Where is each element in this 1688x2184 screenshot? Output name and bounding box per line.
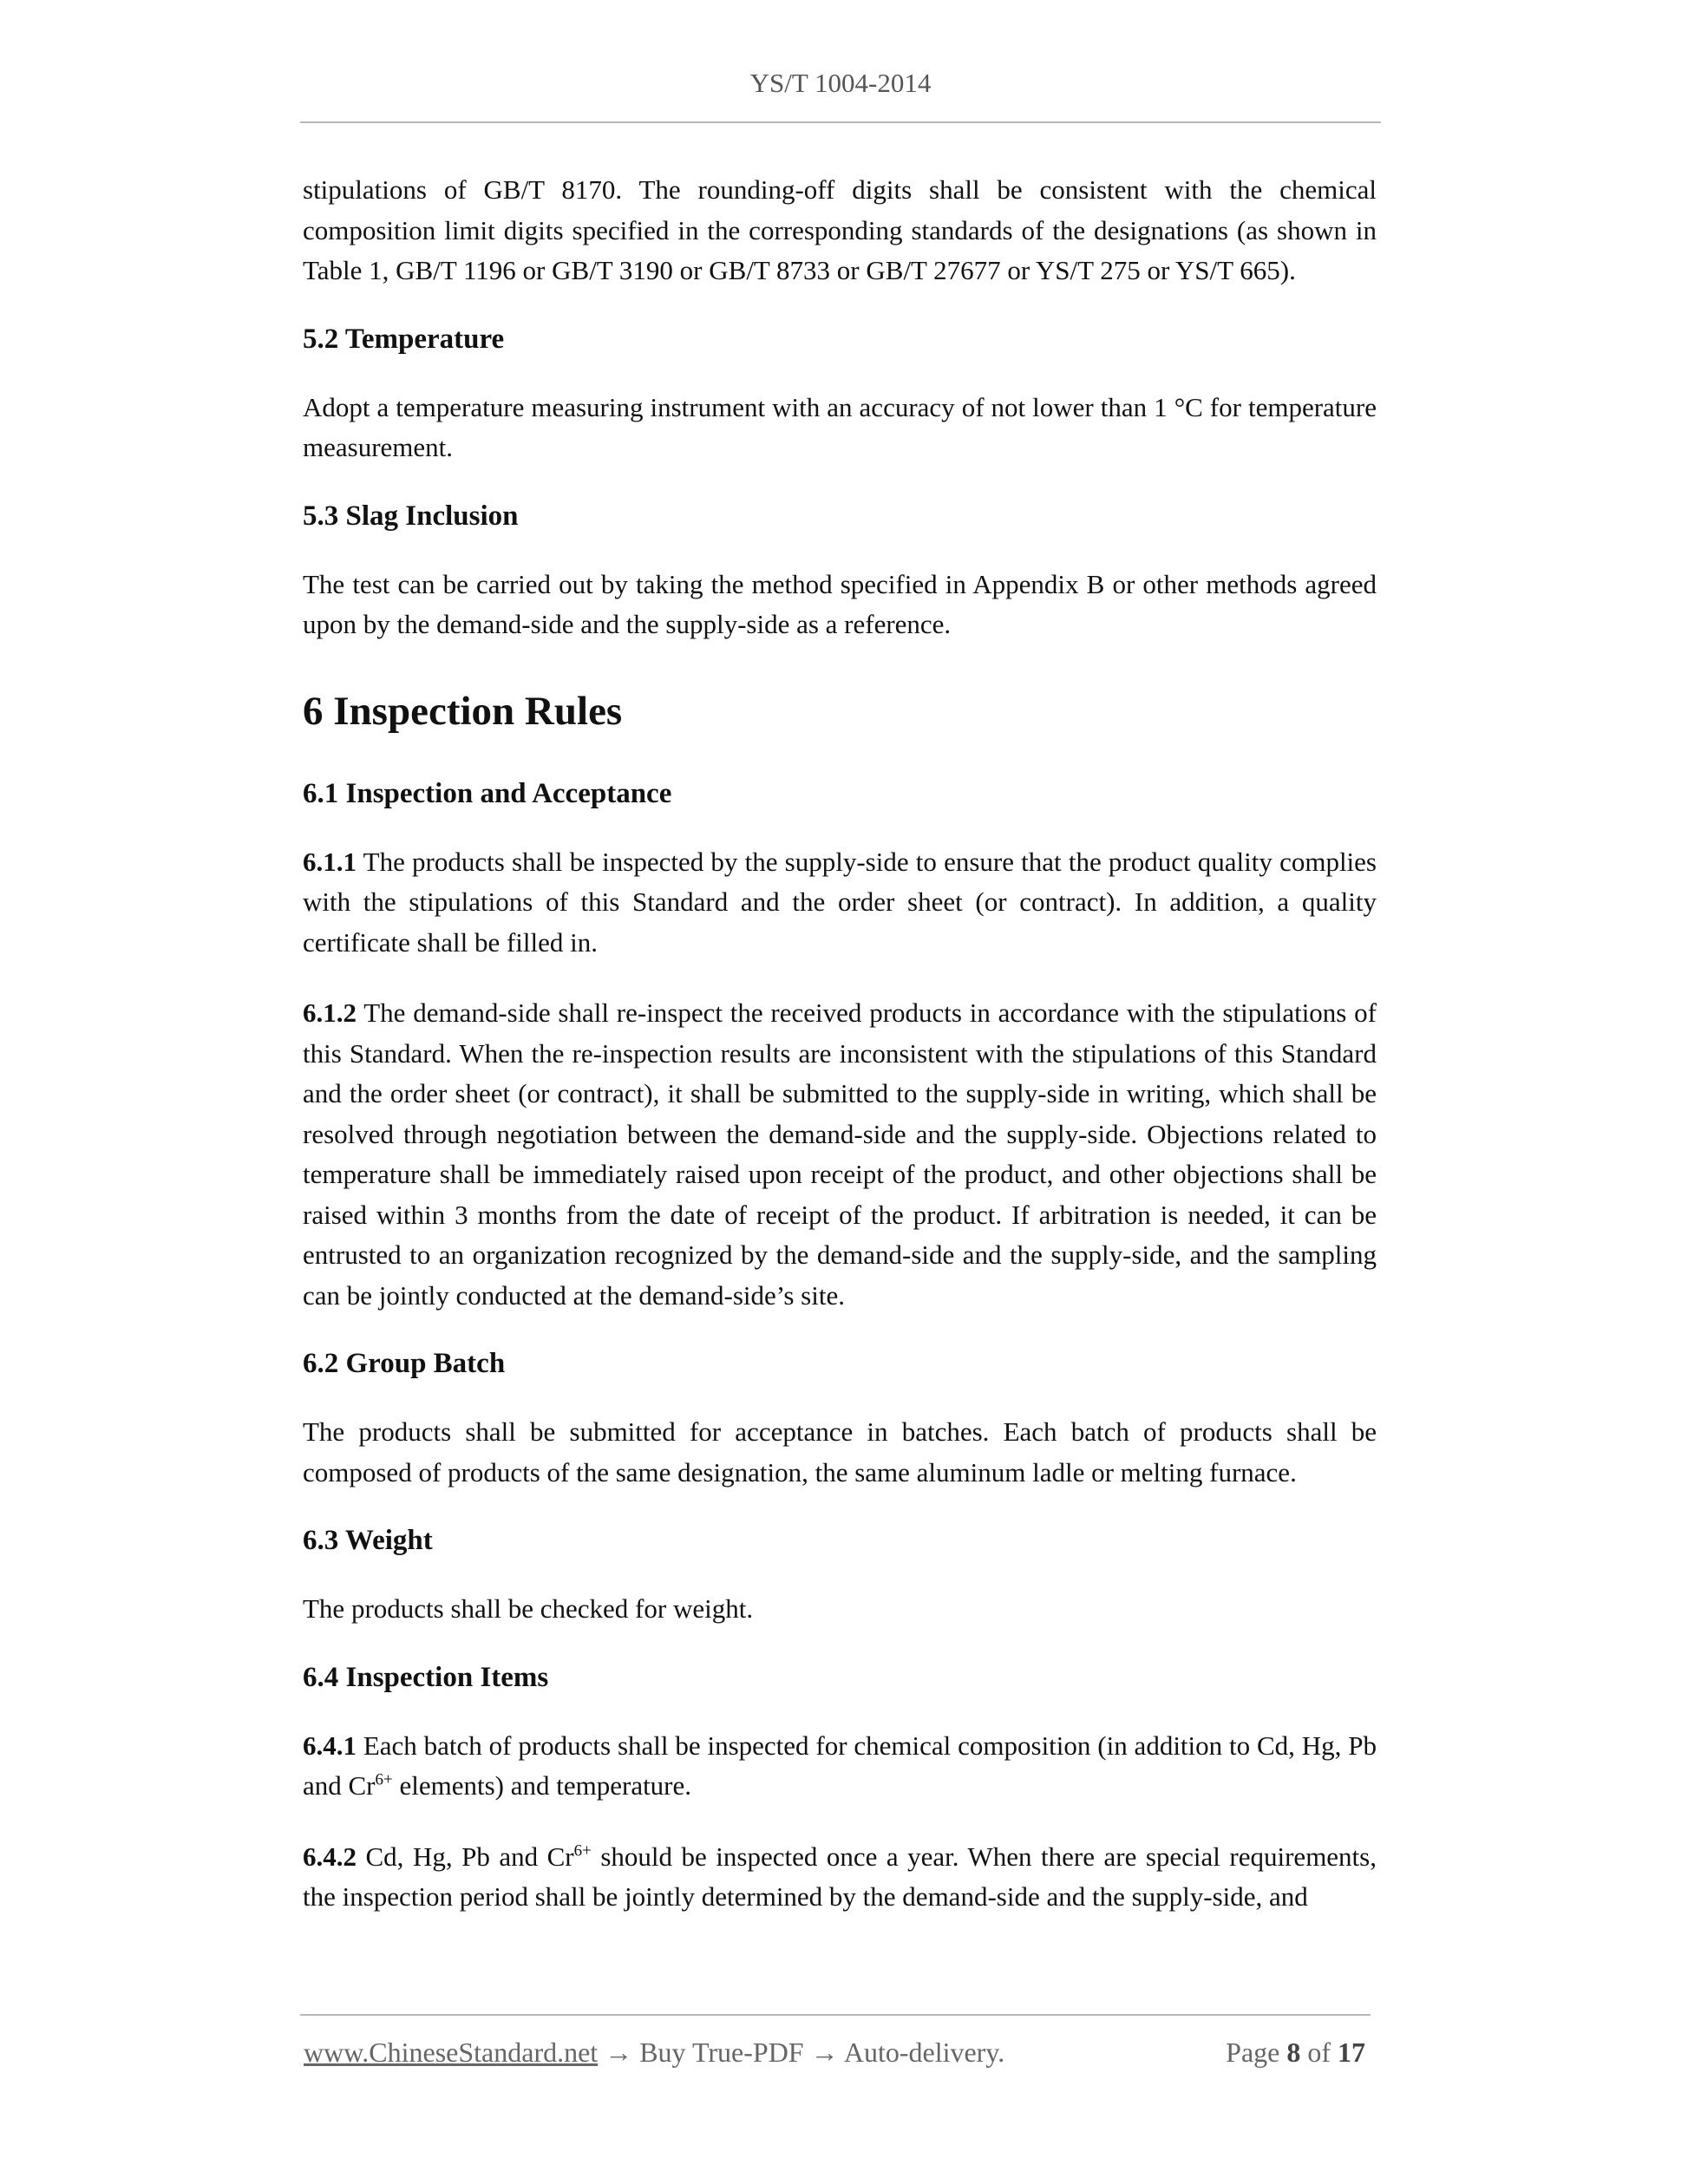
clause-text: The products shall be inspected by the supply-side to ensure that the product quality complies with the stipulations of this Standard and the order sheet (or contract). In addition, a quality certificate shall be filled in. xyxy=(303,846,1377,958)
clause-6-4-1 xyxy=(303,1726,1377,1807)
clause-number: 6.1.1 xyxy=(303,846,357,877)
footer-divider xyxy=(300,2014,1371,2016)
clause-6-1-1 xyxy=(303,842,1377,964)
clause-number: 6.4.1 xyxy=(303,1730,357,1761)
footer-promo xyxy=(304,2037,1004,2069)
page-of: of xyxy=(1307,2037,1331,2068)
section-6-2-heading: 6.2 Group Batch xyxy=(303,1348,506,1379)
page-label: Page xyxy=(1226,2037,1280,2068)
clause-text: should be inspected once a year. When there are special requirements, the inspection period shall be jointly determined by the demand-side and the supply-side, and xyxy=(303,1841,1377,1912)
buy-text: Buy True-PDF xyxy=(639,2037,804,2068)
clause-6-4-2 xyxy=(303,1837,1377,1918)
page-current: 8 xyxy=(1286,2037,1301,2068)
section-6-1-heading: 6.1 Inspection and Acceptance xyxy=(303,777,672,809)
arrow-icon: → xyxy=(598,2037,640,2068)
section-6-3-text: The products shall be checked for weight. xyxy=(303,1593,754,1624)
clause-text: elements) and temperature. xyxy=(392,1770,692,1801)
superscript: 6+ xyxy=(375,1770,393,1789)
clause-number: 6.1.2 xyxy=(303,997,357,1028)
document-header: YS/T 1004-2014 xyxy=(749,68,932,98)
clause-text: The demand-side shall re-inspect the received products in accordance with the stipulations of this Standard. When the re-inspection results are inconsistent with the stipulations of this Standard and the order sheet (or contract), it shall be submitted to the supply-side in writing, which shall be resolved through negotiation between the demand-side and the supply-side. Objections related to temperature shall be immediately raised upon receipt of the product, and other objections shall be raised within 3 months from the date of receipt of the product. If arbitration is needed, it can be entrusted to an organization recognized by the demand-side and the supply-side, and the sampling can be jointly conducted at the demand-side’s site. xyxy=(303,997,1377,1311)
clause-text: Cd, Hg, Pb and Cr xyxy=(357,1841,574,1872)
section-5-3-text: The test can be carried out by taking the method specified in Appendix B or other methods agreed upon by the demand-side and the supply-side as a reference. xyxy=(303,568,1377,639)
section-5-2-heading: 5.2 Temperature xyxy=(303,323,505,355)
clause-6-1-2 xyxy=(303,993,1377,1316)
section-6-4-heading: 6.4 Inspection Items xyxy=(303,1661,549,1693)
delivery-text: Auto-delivery. xyxy=(843,2037,1005,2068)
section-6-2-text: The products shall be submitted for acceptance in batches. Each batch of products shall be composed of products of the same designation, the same aluminum ladle or melting furnace. xyxy=(303,1416,1377,1488)
page-indicator xyxy=(1226,2037,1365,2069)
document-body xyxy=(303,170,1377,1918)
clause-text: Each batch of products shall be inspected for chemical composition (in addition to Cd, Hg, Pb and Cr xyxy=(303,1730,1377,1801)
header-divider xyxy=(300,121,1381,123)
arrow-icon: → xyxy=(803,2037,844,2068)
section-6-heading: 6 Inspection Rules xyxy=(303,688,623,734)
clause-number: 6.4.2 xyxy=(303,1841,357,1872)
section-6-3-heading: 6.3 Weight xyxy=(303,1525,433,1556)
section-5-2-text: Adopt a temperature measuring instrument with an accuracy of not lower than 1 °C for temperature measurement. xyxy=(303,391,1377,462)
site-link[interactable]: www.ChineseStandard.net xyxy=(304,2037,599,2068)
intro-paragraph: stipulations of GB/T 8170. The rounding-off digits shall be consistent with the chemical composition limit digits specified in the corresponding standards of the designations (as shown in Table 1, GB/T 1196 or GB/T 3190 or GB/T 8733 or GB/T 27677 or YS/T 275 or YS/T 665). xyxy=(303,174,1377,285)
section-5-3-heading: 5.3 Slag Inclusion xyxy=(303,500,519,532)
page-total: 17 xyxy=(1338,2037,1365,2068)
superscript: 6+ xyxy=(573,1841,592,1860)
